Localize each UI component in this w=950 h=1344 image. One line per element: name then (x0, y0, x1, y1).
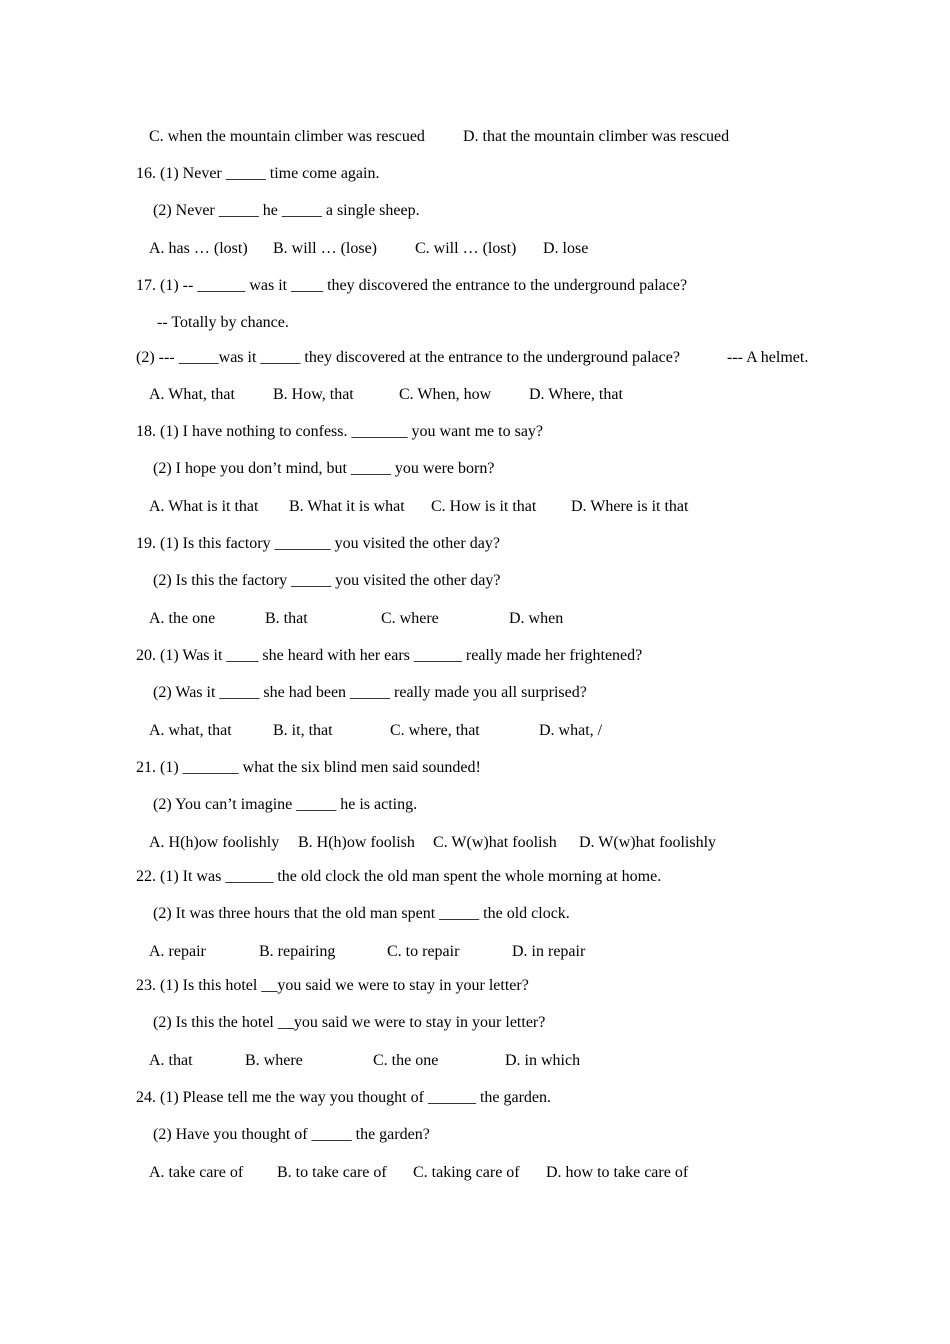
q20-s2-text: (2) Was it _____ she had been _____ really made you all surprised? (153, 684, 587, 701)
q24-option-d: D. how to take care of (546, 1164, 689, 1181)
q18-option-d: D. Where is it that (571, 498, 689, 515)
q21-option-d: D. W(w)hat foolishly (579, 834, 717, 851)
q17-s1-text: 17. (1) -- ______ was it ____ they discovered the entrance to the underground palace? (136, 277, 688, 294)
q24-s1-text: 24. (1) Please tell me the way you thought of ______ the garden. (136, 1089, 552, 1106)
q22-s2-text: (2) It was three hours that the old man spent _____ the old clock. (153, 905, 570, 922)
q17-option-a: A. What, that (149, 386, 235, 403)
q20-s1-text: 20. (1) Was it ____ she heard with her ears ______ really made her frightened? (136, 647, 643, 664)
q22-option-d: D. in repair (512, 943, 586, 960)
q18-option-b: B. What it is what (289, 498, 405, 515)
q16-s2-text: (2) Never _____ he _____ a single sheep. (153, 202, 420, 219)
q16-s1-text: 16. (1) Never _____ time come again. (136, 165, 380, 182)
q17-s2-text: (2) --- _____was it _____ they discovered at the entrance to the underground palace? (136, 349, 680, 366)
q17-option-b: B. How, that (273, 386, 354, 403)
q23-option-a: A. that (149, 1052, 193, 1069)
q19-s2-text: (2) Is this the factory _____ you visited the other day? (153, 572, 501, 589)
q22-option-a: A. repair (149, 943, 206, 960)
q15-option-c: C. when the mountain climber was rescued (149, 128, 425, 145)
q19-option-c: C. where (381, 610, 439, 627)
q19-option-a: A. the one (149, 610, 216, 627)
q17-option-d: D. Where, that (529, 386, 623, 403)
q20-option-c: C. where, that (390, 722, 480, 739)
q16-option-b: B. will … (lose) (273, 240, 377, 257)
q23-option-c: C. the one (373, 1052, 439, 1069)
q19-option-d: D. when (509, 610, 564, 627)
q17-option-c: C. When, how (399, 386, 492, 403)
q18-s1-text: 18. (1) I have nothing to confess. _______ you want me to say? (136, 423, 544, 440)
q24-option-b: B. to take care of (277, 1164, 387, 1181)
q16-option-d: D. lose (543, 240, 589, 257)
q18-option-a: A. What is it that (149, 498, 259, 515)
q23-option-b: B. where (245, 1052, 303, 1069)
q20-option-b: B. it, that (273, 722, 333, 739)
q17-s1-answer-text: -- Totally by chance. (157, 314, 289, 331)
q23-option-d: D. in which (505, 1052, 581, 1069)
q20-option-a: A. what, that (149, 722, 232, 739)
q23-s1-text: 23. (1) Is this hotel __you said we were to stay in your letter? (136, 977, 529, 994)
q22-option-c: C. to repair (387, 943, 460, 960)
q24-s2-text: (2) Have you thought of _____ the garden? (153, 1126, 430, 1143)
q24-option-a: A. take care of (149, 1164, 244, 1181)
q21-option-a: A. H(h)ow foolishly (149, 834, 280, 851)
q21-s1-text: 21. (1) _______ what the six blind men said sounded! (136, 759, 481, 776)
q21-s2-text: (2) You can’t imagine _____ he is acting. (153, 796, 418, 813)
q21-option-c: C. W(w)hat foolish (433, 834, 557, 851)
q18-option-c: C. How is it that (431, 498, 537, 515)
q22-option-b: B. repairing (259, 943, 336, 960)
q19-option-b: B. that (265, 610, 308, 627)
q23-s2-text: (2) Is this the hotel __you said we were to stay in your letter? (153, 1014, 546, 1031)
q19-s1-text: 19. (1) Is this factory _______ you visited the other day? (136, 535, 500, 552)
q21-option-b: B. H(h)ow foolish (298, 834, 415, 851)
q20-option-d: D. what, / (539, 722, 603, 739)
q24-option-c: C. taking care of (413, 1164, 520, 1181)
q16-option-c: C. will … (lost) (415, 240, 517, 257)
q16-option-a: A. has … (lost) (149, 240, 248, 257)
q18-s2-text: (2) I hope you don’t mind, but _____ you were born? (153, 460, 495, 477)
q15-option-d: D. that the mountain climber was rescued (463, 128, 730, 145)
q17-s2-answer-text: --- A helmet. (727, 349, 809, 366)
q22-s1-text: 22. (1) It was ______ the old clock the old man spent the whole morning at home. (136, 868, 662, 885)
